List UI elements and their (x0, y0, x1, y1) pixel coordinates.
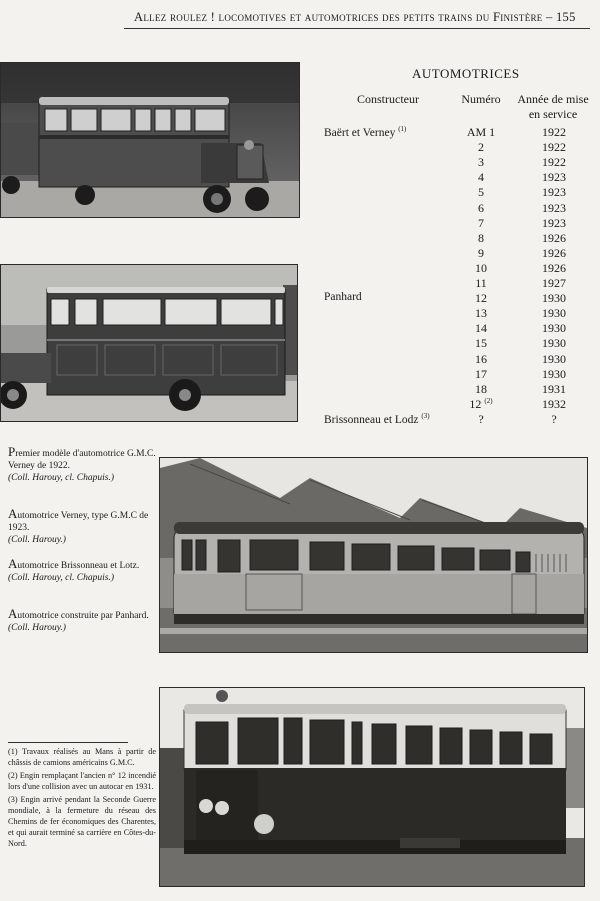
footnote-2: (2) Engin remplaçant l'ancien n° 12 incendié lors d'une collision avec un autocar en 1931. (8, 771, 156, 791)
cell-numero (463, 291, 499, 306)
table-row (0, 291, 600, 306)
cell-annee: 1926 (542, 260, 566, 275)
cell-annee: 1930 (542, 336, 566, 351)
numero-text: 15 (475, 336, 487, 351)
cell-constructeur (324, 412, 430, 426)
table-row (0, 216, 600, 231)
table-row (0, 125, 600, 140)
column-header-numero: Numéro (461, 92, 501, 106)
numero-text: 12 (475, 291, 487, 306)
numero-text: 11 (475, 276, 487, 290)
caption-credit: (Coll. Harouy.) (8, 535, 66, 545)
footnote-ref: (3) (421, 411, 430, 420)
caption-credit: (Coll. Harouy.) (8, 623, 66, 633)
cell-numero (463, 321, 499, 336)
numero-text: 8 (478, 230, 484, 245)
footnote-3: (3) Engin arrivé pendant la Seconde Guerre mondiale, à la fermeture du réseau des Chemins de fer économiques des Charentes, et qui aurait terminé sa carrière en Côtes-du-Nord. (8, 795, 156, 848)
numero-text: 12 (469, 396, 482, 411)
table-row (0, 306, 600, 321)
cell-numero (463, 231, 499, 246)
cell-numero (463, 306, 499, 321)
numero-text: 2 (478, 140, 484, 155)
cell-numero (463, 397, 499, 412)
table-row (0, 336, 600, 351)
cell-annee: 1923 (542, 215, 566, 230)
column-header-annee-line2: en service (528, 107, 578, 121)
cell-constructeur (324, 125, 406, 139)
constructeur-text: Brissonneau et Lodz (324, 413, 419, 426)
cell-numero (463, 201, 499, 216)
cell-annee: 1922 (542, 125, 566, 139)
table-row (0, 261, 600, 276)
footnote-ref: (2) (484, 396, 493, 405)
header-rule (124, 28, 590, 29)
footnote-1: (1) Travaux réalisés au Mans à partir de châssis de camions américains G.M.C. (8, 747, 156, 767)
cell-annee: 1930 (542, 366, 566, 381)
cell-annee: 1926 (542, 245, 566, 260)
caption-credit: (Coll. Harouy, cl. Chapuis.) (8, 573, 114, 583)
cell-annee: 1923 (542, 185, 566, 200)
footnotes (8, 746, 156, 851)
cell-annee: 1927 (542, 276, 566, 290)
numero-text: 10 (475, 260, 487, 275)
column-header-annee (510, 92, 596, 122)
cell-annee: 1932 (542, 396, 566, 411)
table-row (0, 397, 600, 412)
caption-title: Premier modèle d'automotrice G.M.C. Verney de 1922. (8, 444, 156, 471)
numero-text: 18 (475, 381, 487, 396)
table-row (0, 170, 600, 185)
cell-numero (463, 352, 499, 367)
cell-numero (463, 216, 499, 231)
cell-annee: 1930 (542, 351, 566, 366)
photo-panhard (159, 687, 585, 887)
column-header-annee-line1: Année de mise (517, 92, 589, 106)
table-title: AUTOMOTRICES (412, 66, 520, 81)
caption-title: Automotrice Verney, type G.M.C de 1923. (8, 506, 149, 533)
table-row (0, 412, 600, 427)
cell-numero (463, 185, 499, 200)
page-header (0, 0, 600, 30)
running-title: Allez roulez ! locomotives et automotrices des petits trains du Finistère – 155 (134, 10, 576, 24)
caption-photo-2 (8, 508, 158, 546)
constructeur-text: Panhard (324, 291, 362, 304)
cell-constructeur (324, 291, 362, 303)
numero-text: 17 (475, 366, 487, 381)
caption-photo-1 (8, 446, 158, 484)
table-row (0, 201, 600, 216)
table-row (0, 352, 600, 367)
cell-numero (463, 140, 499, 155)
table-row (0, 276, 600, 291)
cell-numero (463, 125, 499, 140)
cell-numero (463, 276, 499, 291)
table-row (0, 321, 600, 336)
table-row (0, 185, 600, 200)
footnote-ref: (1) (398, 125, 407, 133)
numero-text: ? (478, 411, 484, 426)
cell-numero (463, 246, 499, 261)
numero-text: 7 (478, 215, 484, 230)
caption-photo-3 (8, 558, 158, 584)
numero-text: 4 (478, 170, 484, 185)
cell-annee: 1931 (542, 381, 566, 396)
table-row (0, 231, 600, 246)
numero-text: 16 (475, 351, 487, 366)
caption-photo-4 (8, 608, 158, 634)
numero-text: 9 (478, 245, 484, 260)
cell-numero (463, 367, 499, 382)
column-header-constructeur: Constructeur (357, 92, 419, 106)
cell-annee: 1922 (542, 140, 566, 155)
cell-annee: 1922 (542, 155, 566, 170)
table-row (0, 246, 600, 261)
numero-text: 13 (475, 306, 487, 321)
cell-annee: 1930 (542, 291, 566, 306)
cell-numero (463, 261, 499, 276)
cell-annee: 1923 (542, 200, 566, 215)
cell-numero (463, 170, 499, 185)
table-row (0, 155, 600, 170)
numero-text: 14 (475, 321, 487, 336)
numero-text: 5 (478, 185, 484, 200)
photo-brissonneau-lotz (159, 457, 588, 653)
cell-numero (463, 412, 499, 427)
caption-credit: (Coll. Harouy, cl. Chapuis.) (8, 473, 114, 483)
numero-text: 6 (478, 200, 484, 215)
footnotes-rule (8, 742, 128, 743)
table-row (0, 140, 600, 155)
numero-text: 3 (478, 155, 484, 170)
cell-annee: 1930 (542, 321, 566, 336)
cell-annee: ? (551, 411, 557, 426)
cell-annee: 1930 (542, 306, 566, 321)
cell-numero (463, 336, 499, 351)
caption-title: Automotrice Brissonneau et Lotz. (8, 556, 140, 571)
table-row (0, 382, 600, 397)
numero-text: AM 1 (466, 125, 496, 139)
cell-numero (463, 382, 499, 397)
cell-annee: 1926 (542, 230, 566, 245)
cell-annee: 1923 (542, 170, 566, 185)
caption-title: Automotrice construite par Panhard. (8, 606, 149, 621)
cell-numero (463, 155, 499, 170)
table-row (0, 367, 600, 382)
constructeur-text: Baërt et Verney (324, 126, 396, 139)
